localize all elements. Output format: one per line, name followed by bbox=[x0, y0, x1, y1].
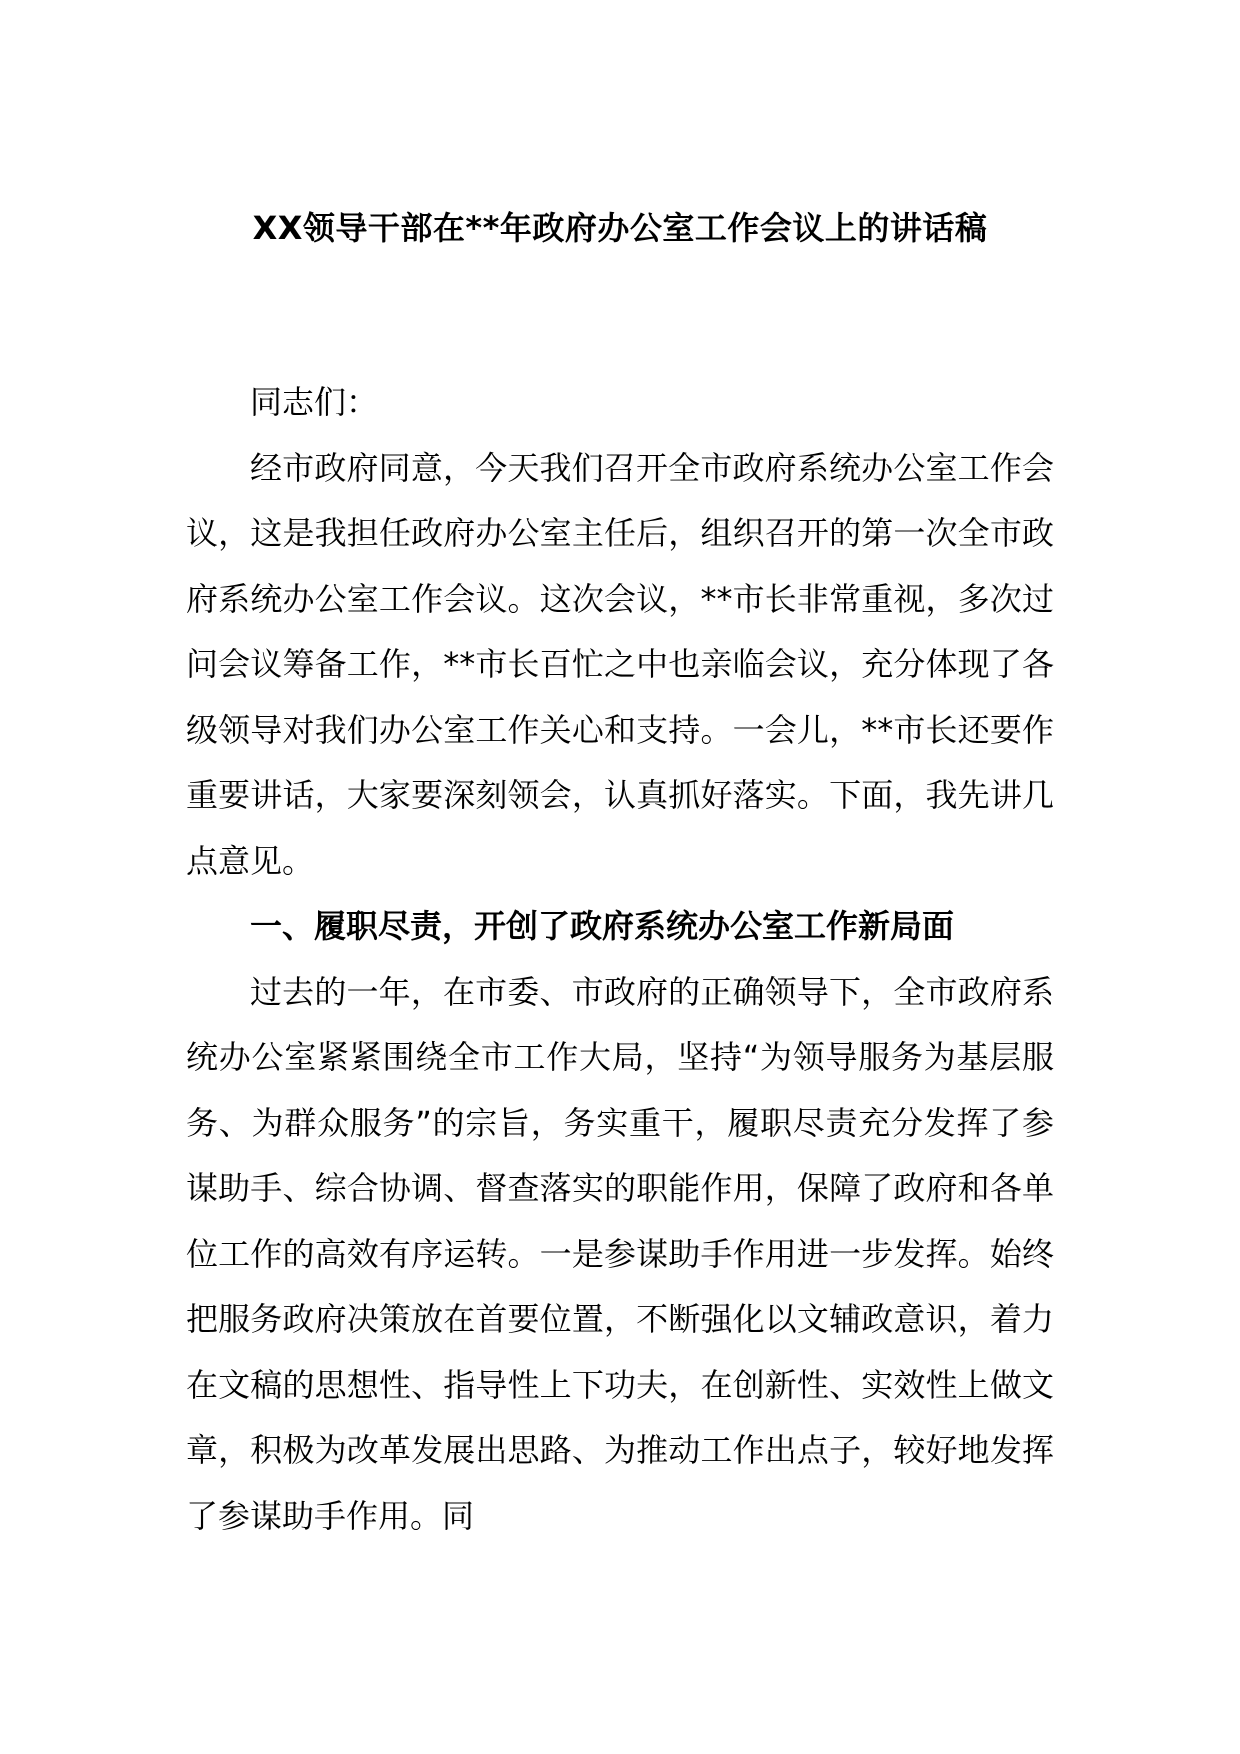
paragraph-section-1: 过去的一年，在市委、市政府的正确领导下，全市政府系统办公室紧紧围绕全市工作大局，坚持“为领导服务为基层服务、为群众服务”的宗旨，务实重干，履职尽责充分发挥了参谋助手、综合协调、督查落实的职能作用，保障了政府和各单位工作的高效有序运转。一是参谋助手作用进一步发挥。始终把服务政府决策放在首要位置，不断强化以文辅政意识，着力在文稿的思想性、指导性上下功夫，在创新性、实效性上做文章，积极为改革发展出思路、为推动工作出点子，较好地发挥了参谋助手作用。同 bbox=[186, 972, 1054, 1535]
document-title: XX领导干部在**年政府办公室工作会议上的讲话稿 bbox=[252, 209, 988, 247]
section-heading: 一、履职尽责，开创了政府系统办公室工作新局面 bbox=[250, 907, 955, 945]
salutation: 同志们： bbox=[250, 383, 379, 421]
paragraph-intro: 经市政府同意，今天我们召开全市政府系统办公室工作会议，这是我担任政府办公室主任后，组织召开的第一次全市政府系统办公室工作会议。这次会议，**市长非常重视，多次过问会议筹备工作，**市长百忙之中也亲临会议，充分体现了各级领导对我们办公室工作关心和支持。一会儿，**市长还要作重要讲话，大家要深刻领会，认真抓好落实。下面，我先讲几点意见。 bbox=[186, 448, 1054, 880]
document-body bbox=[186, 370, 1054, 1549]
